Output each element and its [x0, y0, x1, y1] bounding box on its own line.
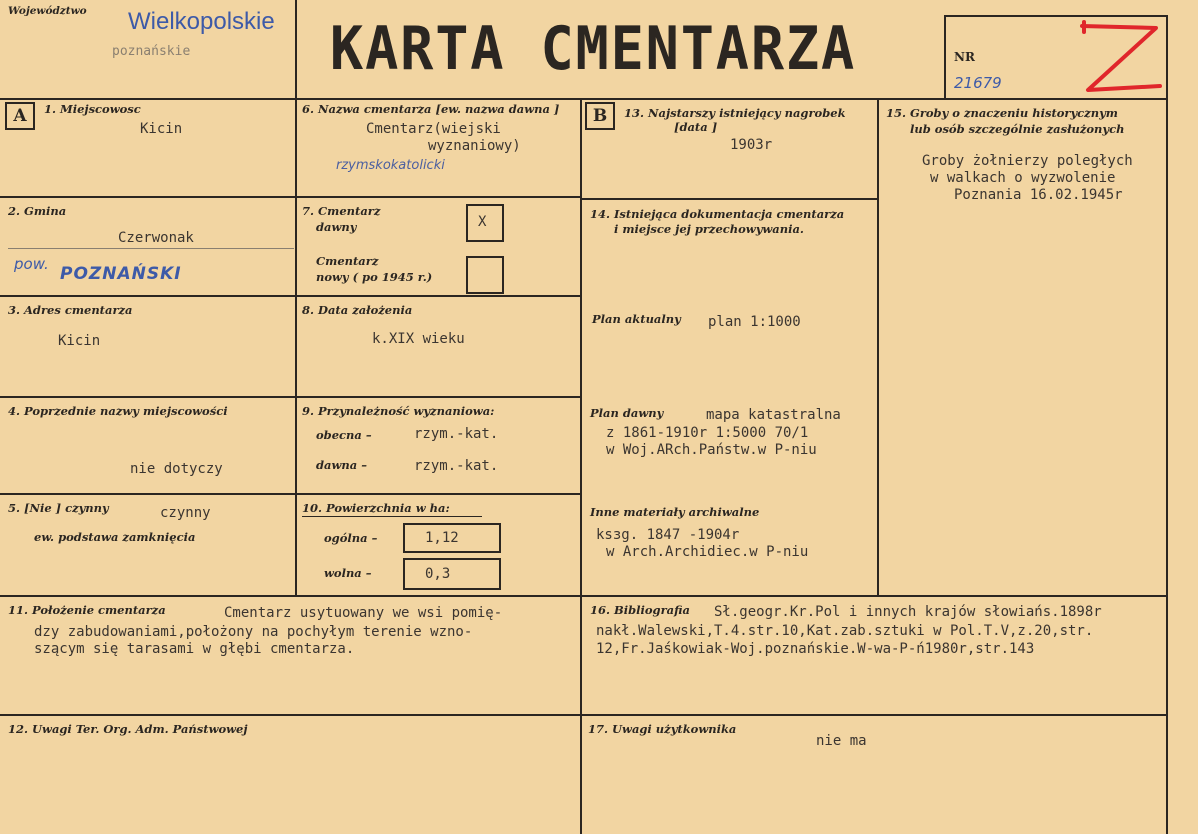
- f13-label1: 13. Najstarszy istniejący nagrobek: [624, 106, 846, 120]
- plan-aktualny-value: plan 1:1000: [708, 314, 801, 330]
- frame-top-line: [0, 98, 1168, 100]
- inne-materialy-label: Inne materiały archiwalne: [590, 505, 760, 519]
- card-title: KARTA CMENTARZA: [330, 14, 857, 84]
- col3-right: [877, 98, 879, 596]
- f7-label2: dawny: [316, 220, 357, 234]
- f14-label2: i miejsce jej przechowywania.: [614, 222, 804, 236]
- f15-label1: 15. Groby o znaczeniu historycznym: [886, 106, 1118, 120]
- f10-wolna-label: wolna –: [324, 566, 372, 580]
- nr-box-right: [1166, 15, 1168, 101]
- f4-label: 4. Poprzednie nazwy miejscowości: [8, 404, 228, 418]
- f4-value: nie dotyczy: [130, 461, 223, 477]
- plan-aktualny-label: Plan aktualny: [592, 312, 681, 326]
- section-a-box: A: [5, 102, 35, 130]
- row6-line: [0, 714, 1168, 716]
- f17-value: nie ma: [816, 733, 867, 749]
- f3-label: 3. Adres cmentarza: [8, 303, 133, 317]
- f14-label1: 14. Istniejąca dokumentacja cmentarza: [590, 207, 845, 221]
- f13-label2: [data ]: [674, 120, 718, 134]
- wolna-field[interactable]: [403, 558, 501, 590]
- f10-ogolna-label: ogólna –: [324, 531, 378, 545]
- inne-line1: ksзg. 1847 -1904r: [596, 527, 740, 543]
- f15-line2: w walkach o wyzwolenie: [930, 170, 1116, 186]
- f2-value: Czerwonak: [118, 230, 194, 246]
- f11-line2: dzy zabudowaniami,położony na pochyłym terenie wzno-: [34, 624, 473, 640]
- nowy-checkbox[interactable]: [466, 256, 504, 294]
- f5-sublabel: ew. podstawa zamknięcia: [34, 530, 196, 544]
- f9-obecna-value: rzym.-kat.: [414, 426, 499, 442]
- ogolna-value: 1,12: [425, 530, 459, 546]
- f8-label: 8. Data założenia: [302, 303, 413, 317]
- f5-label: 5. [Nie ] czynny: [8, 501, 109, 515]
- nr-box-left: [944, 16, 946, 100]
- plan-dawny-label: Plan dawny: [590, 406, 664, 420]
- f10-underline: [302, 516, 482, 517]
- f2-label: 2. Gmina: [8, 204, 67, 218]
- col1-right: [295, 98, 297, 596]
- row2-line: [0, 295, 581, 297]
- wojewodztwo-label: Województwo: [8, 5, 87, 17]
- row1-line: [0, 196, 581, 198]
- f11-line1: Cmentarz usytuowany we wsi pomię-: [224, 605, 503, 621]
- plan-dawny-line3: w Woj.ARch.Państw.w P-niu: [606, 442, 817, 458]
- f9-obecna-label: obecna –: [316, 428, 372, 442]
- nr-value: 21679: [954, 74, 1002, 92]
- f1-label: 1. Miejscowosc: [44, 102, 141, 116]
- f1-value: Kicin: [140, 121, 183, 137]
- f10-label: 10. Powierzchnia w ha:: [302, 501, 450, 515]
- f5-value: czynny: [160, 505, 211, 521]
- f2-dotted-line: [8, 248, 294, 249]
- row5-line: [0, 595, 1168, 597]
- row4-line: [0, 493, 581, 495]
- col2-right: [580, 98, 582, 834]
- nr-label: NR: [954, 50, 975, 64]
- f13-value: 1903r: [730, 137, 773, 153]
- f12-label: 12. Uwagi Ter. Org. Adm. Państwowej: [8, 722, 248, 736]
- row1-line-col3: [580, 198, 878, 200]
- f16-line1: Sł.geogr.Kr.Pol i innych krajów słowiańs.1898r: [714, 604, 1102, 620]
- f7-label1: 7. Cmentarz: [302, 204, 381, 218]
- f11-label: 11. Położenie cmentarza: [8, 603, 166, 617]
- dawny-checkbox[interactable]: [466, 204, 504, 242]
- dawny-check-mark: X: [478, 214, 487, 230]
- f16-line3: 12,Fr.Jaśkowiak-Woj.poznańskie.W-wa-P-ń1980r,str.143: [596, 641, 1035, 657]
- f6-line2: wyznaniowy): [428, 138, 521, 154]
- plan-dawny-line2: z 1861-1910r 1:5000 70/1: [606, 425, 809, 441]
- f7-label4: nowy ( po 1945 r.): [316, 270, 433, 284]
- wolna-value: 0,3: [425, 566, 451, 582]
- header-divider: [295, 0, 297, 100]
- f2-hand-value: POZNAŃSKI: [60, 264, 182, 284]
- f9-dawna-value: rzym.-kat.: [414, 458, 499, 474]
- f16-label: 16. Bibliografia: [590, 603, 690, 617]
- wojewodztwo-stamp: Wielkopolskie: [128, 8, 275, 35]
- f6-label: 6. Nazwa cmentarza [ew. nazwa dawna ]: [302, 102, 560, 116]
- f3-value: Kicin: [58, 333, 101, 349]
- nr-box-top: [944, 15, 1168, 17]
- f15-line1: Groby żołnierzy poległych: [922, 153, 1133, 169]
- f6-hand: rzymskokatolicki: [336, 158, 445, 173]
- wojewodztwo-old: poznańskie: [112, 44, 191, 59]
- f2-hand-prefix: pow.: [14, 255, 49, 273]
- f15-label2: lub osób szczególnie zasłużonych: [910, 122, 1125, 136]
- f15-line3: Poznania 16.02.1945r: [954, 187, 1123, 203]
- frame-right: [1166, 98, 1168, 834]
- row3-line: [0, 396, 581, 398]
- f6-line1: Cmentarz(wiejski: [366, 121, 501, 137]
- f9-label: 9. Przynależność wyznaniowa:: [302, 404, 495, 418]
- f8-value: k.XIX wieku: [372, 331, 465, 347]
- f11-line3: szącym się tarasami w głębi cmentarza.: [34, 641, 355, 657]
- red-z-mark: [1072, 18, 1164, 102]
- f16-line2: nakł.Walewski,T.4.str.10,Kat.zab.sztuki w Pol.T.V,z.20,str.: [596, 623, 1094, 639]
- ogolna-field[interactable]: [403, 523, 501, 553]
- f9-dawna-label: dawna –: [316, 458, 367, 472]
- f7-label3: Cmentarz: [316, 254, 379, 268]
- f17-label: 17. Uwagi użytkownika: [588, 722, 737, 736]
- section-b-box: B: [585, 102, 615, 130]
- inne-line2: w Arch.Archidiec.w P-niu: [606, 544, 809, 560]
- plan-dawny-line1: mapa katastralna: [706, 407, 841, 423]
